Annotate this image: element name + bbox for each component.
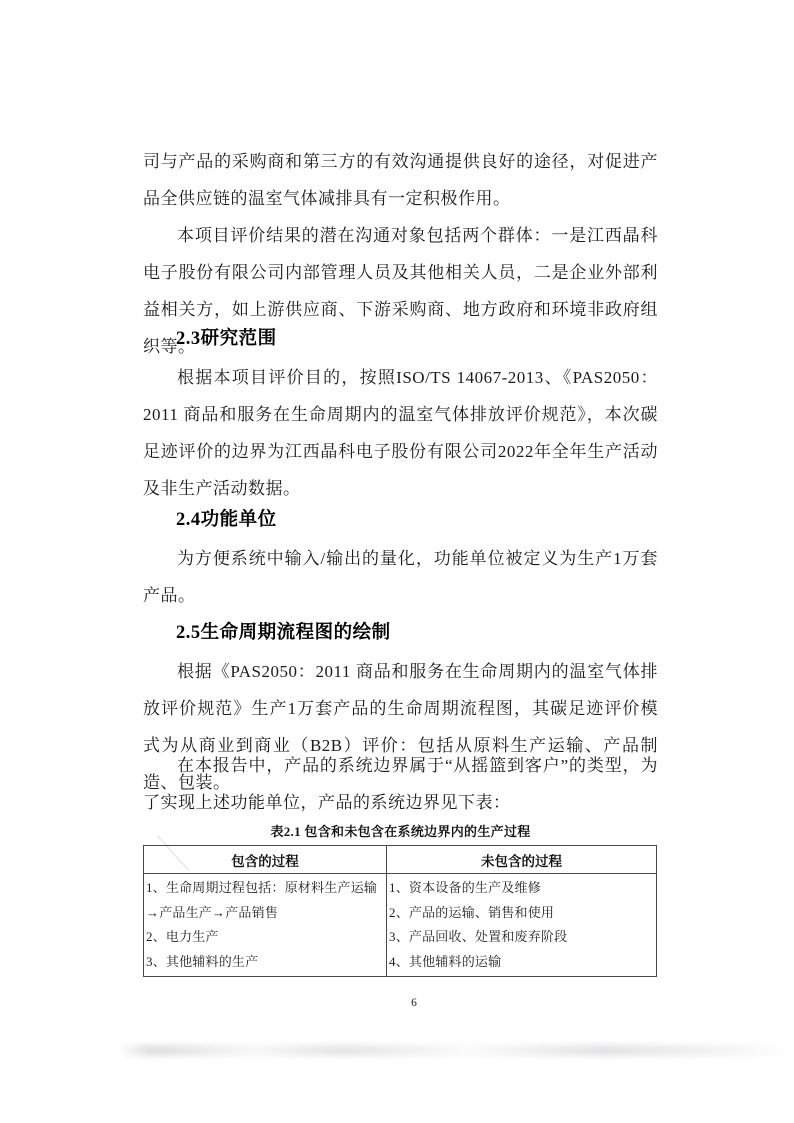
section-heading-2-3-research-scope: 2.3研究范围: [176, 329, 277, 349]
body-paragraph-system-boundary: 在本报告中，产品的系统边界属于“从摇篮到客户”的类型，为了实现上述功能单位，产品的系统边界见下表：: [143, 756, 658, 812]
system-boundary-table: [143, 845, 657, 977]
included-item-1: 1、生命周期过程包括：原材料生产运输→产品生产→产品销售: [146, 880, 378, 920]
body-paragraph-functional-unit: 为方便系统中输入/输出的量化，功能单位被定义为生产1万套产品。: [143, 549, 658, 605]
body-paragraph-research-scope: 根据本项目评价目的，按照ISO/TS 14067-2013、《PAS2050：2011 商品和服务在生命周期内的温室气体排放评价规范》，本次碳足迹评价的边界为江西晶科电子股份有限公司2022年全年生产活动及非生产活动数据。: [143, 368, 658, 498]
excluded-item-2: 2、产品的运输、销售和使用: [389, 904, 555, 920]
body-paragraph-lifecycle-flowchart: 根据《PAS2050：2011 商品和服务在生命周期内的温室气体排放评价规范》生产1万套产品的生命周期流程图，其碳足迹评价模式为从商业到商业（B2B）评价：包括从原料生产运输、产品制造、包装。: [143, 662, 658, 792]
scan-edge-shadow: [118, 1045, 794, 1056]
body-paragraph-continuation: 司与产品的采购商和第三方的有效沟通提供良好的途径，对促进产品全供应链的温室气体减排具有一定积极作用。: [143, 152, 658, 208]
table-caption: 表2.1 包含和未包含在系统边界内的生产过程: [270, 824, 531, 839]
section-heading-2-5-lifecycle-flowchart: 2.5生命周期流程图的绘制: [176, 623, 391, 643]
table-cell-included: [144, 874, 387, 977]
table-cell-excluded: [387, 874, 657, 977]
excluded-item-1: 1、资本设备的生产及维修: [389, 880, 541, 895]
section-heading-2-4-functional-unit: 2.4功能单位: [176, 510, 277, 530]
excluded-item-4: 4、其他辅料的运输: [389, 953, 502, 969]
body-paragraph-communication-targets: 本项目评价结果的潜在沟通对象包括两个群体：一是江西晶科电子股份有限公司内部管理人员及其他相关人员，二是企业外部利益相关方，如上游供应商、下游采购商、地方政府和环境非政府组织等。: [143, 226, 658, 356]
table-header-included: 包含的过程: [144, 846, 387, 874]
table-header-excluded: 未包含的过程: [387, 846, 657, 874]
page-number: 6: [411, 997, 417, 1009]
table-body-row: [144, 874, 657, 977]
table-header-row: [144, 846, 657, 874]
excluded-item-3: 3、产品回收、处置和废弃阶段: [389, 929, 568, 944]
included-item-2: 2、电力生产: [146, 929, 219, 944]
included-item-3: 3、其他辅料的生产: [146, 953, 259, 969]
